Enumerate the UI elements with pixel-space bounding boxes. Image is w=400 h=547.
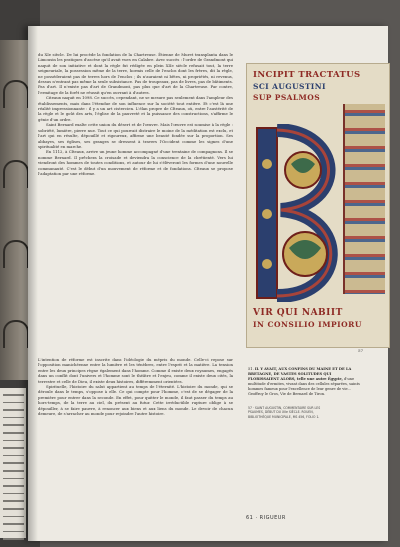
arch-shape bbox=[3, 160, 29, 188]
caption-lead: IL Y AVAIT, AUX CONFINS DU MAINE ET DE LA BRETAGNE, DE VASTES SOLITUDES QUI FLORISSAIENT ALORS, telle une autre Égypte, bbox=[248, 367, 352, 381]
manuscript-line: SUP PSALMOS bbox=[253, 93, 321, 102]
paragraph: Saint Bernard exalte cette union du désert et de l'œuvre. Mais l'œuvre est soumise à la règle : sobriété, lumière, pierre nue. Tout ce qui pourrait distraire le moine de la méditation est exclu, et l'art qui en résulte, dépouillé et rigoureux, affirme une beauté fondée sur la proportion. Ses abbayes, ses églises, ses granges se dressent à travers l'Occident comme les signes d'une spiritualité en marche. bbox=[38, 122, 233, 149]
caption-number: 51. bbox=[248, 367, 254, 371]
left-page-text bbox=[0, 388, 26, 538]
paragraph: Citeaux naquit en 1098. Ce succès, cependant, ne se mesure pas seulement dans l'ampleur des établissements, mais dans l'étendue de son influence sur la société tout entière. Et c'est là une réalité impressionnante : il y a un art cistercien. L'élan propre de Cîteaux, où, entre l'austérité de la règle et le goût des arts, l'église de la pauvreté et la puissance des constructions, s'affirme le génie d'un ordre. bbox=[38, 95, 233, 122]
image-caption bbox=[248, 367, 363, 397]
caption-text: d'une multitude d'ermites, vivant dans des cellules séparées, saints hommes fameux pour l'excellence de leur genre de vie… Geoffroy le Gros, Vie de Bernard de Tiron. bbox=[248, 377, 360, 396]
arch-shape bbox=[3, 320, 29, 348]
left-page-photo bbox=[0, 40, 30, 380]
spine-shadow bbox=[28, 26, 38, 541]
image-credit: 57 · SAINT AUGUSTIN, COMMENTAIRE SUR LES PSAUMES, DÉBUT DU XIIe SIÈCLE. ROUEN, BIBLIOTHÈQUE MUNICIPALE, MS 456, FOLIO 1. bbox=[248, 406, 321, 419]
image-page-number: 57 bbox=[358, 348, 364, 353]
paragraph: Spirituelle, l'histoire du salut appartient au temps de l'éternité. L'histoire du monde, qui se déroule dans le temps, s'oppose à elle. Ce qui compte pour l'homme, c'est de se dégager de la première pour entrer dans la seconde. En effet, pour quitter le monde, il faut passer du temps au hors-temps, de la terre au ciel, du présent au futur. Cette irréductible rupture oblige à se dépouiller, à se faire pauvre, à renoncer aux biens et aux liens du monde. Le devoir de chacun demeure, de s'arracher au monde pour rejoindre l'autre histoire. bbox=[38, 384, 233, 417]
manuscript-line: SCI AUGUSTINI bbox=[253, 82, 326, 91]
paragraph: du XIe siècle. De lui procède la fondation de la Chartreuse. Étienne de Muret transplanta dans le Limousin les pratiques d'ascèse qu'il avait vues en Calabre. Avec succès : l'ordre de Grandmont qui naquit de son initiative et dont la règle fut rédigée en plein XIIe siècle refusait tout, la terre seigneuriale, la possession même de la terre, hormis celle de l'enclos dont les frères, dit la règle, ne posséderaient pas de terres hors de l'enclos ; ils n'auraient ni bêtes, ni propriétés, ni revenus, dessus n'entrant pas même la seule subsistance. Pas de troupeaux, pas de livres, pas de bâtiments. Pas d'art. Il n'existe pas d'art de Grandmont, pas plus que d'art de la Chartreuse. Par contre, l'ermitage de la forêt ne réussit qu'en ouvrant à d'autres. bbox=[38, 52, 233, 95]
arch-shape bbox=[3, 240, 29, 268]
arch-shape bbox=[3, 80, 29, 108]
lower-text-column bbox=[38, 357, 233, 416]
manuscript-line: IN CONSILIO IMPIORU bbox=[253, 320, 362, 329]
paragraph: En 1112, à Cîteaux, arrive un jeune homme accompagné d'une trentaine de compagnons. Il se nomme Bernard. Il prêchera la croisade et deviendra la conscience de la chrétienté. Vers lui viendront des hommes de toutes conditions, et autour de lui s'élèveront les formes d'une nouvelle communauté. C'est le début d'un mouvement de réforme et de fondations. Cîteaux se propose l'adaptation par une réforme. bbox=[38, 149, 233, 176]
initial-letter-b bbox=[251, 124, 351, 302]
manuscript-line: VIR QUI NABIIT bbox=[253, 308, 343, 318]
illuminated-manuscript-image bbox=[246, 63, 390, 348]
manuscript-line: INCIPIT TRACTATUS bbox=[253, 70, 361, 80]
manuscript-border-decoration bbox=[343, 104, 385, 294]
book-page bbox=[28, 26, 388, 541]
paragraph: L'intention de réforme est inscrite dans l'idéologie du mépris du monde. Celle-ci repose sur l'opposition manichéenne entre la lumière et les ténèbres, entre l'esprit et la matière. La tension entre les deux principes règne également dans l'homme. Comme il existe deux royaumes, engagés dans un conflit dont l'univers et l'homme sont le théâtre et l'enjeu, comme il existe deux cités, la terrestre et celle de Dieu, il existe deux histoires, différemment orientées. bbox=[38, 357, 233, 384]
page-folio: 61 · RIGUEUR bbox=[246, 515, 286, 521]
manuscript-foot-text bbox=[253, 308, 362, 330]
main-text-column bbox=[38, 52, 233, 176]
